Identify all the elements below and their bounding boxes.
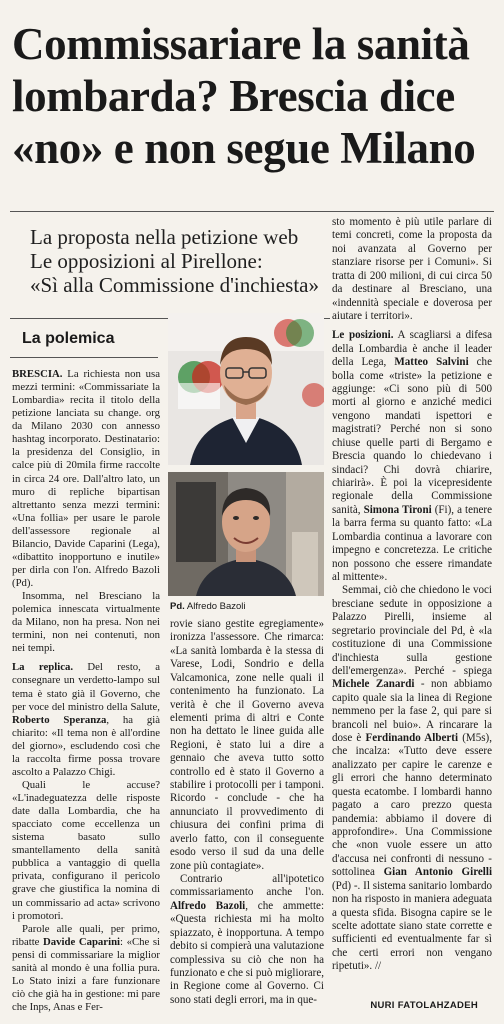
headline-line-3: «no» e non segue Milano xyxy=(12,123,476,173)
subheadline-line-3: «Sì alla Commissione d'inchiesta» xyxy=(30,273,320,297)
subhead-le-posizioni: Le posizioni. xyxy=(332,329,394,342)
headline-line-2: lombarda? Brescia dice xyxy=(12,71,455,121)
headline xyxy=(12,18,496,174)
headline-rule xyxy=(10,211,494,212)
portrait-illustration xyxy=(168,313,324,465)
headline-line-1: Commissariare la sanità xyxy=(12,19,470,69)
col1-paragraph-4: Quali le accuse? «L'inadeguatezza delle risposte date dalla Lombardia, che ha spacciato come eccellenza un sistema basato sullo smantellamento della sanità pubblica a vantaggio di quella privata, configurano il pericolo grave che giustifica la nomina di un commissario ad acta» scrivono i promotori. xyxy=(12,778,160,922)
dateline: BRESCIA. xyxy=(12,368,63,380)
subheadline-line-2: Le opposizioni al Pirellone: xyxy=(30,249,263,273)
col2-paragraph-2: Contrario all'ipotetico commissariamento anche l'on. Alfredo Bazoli, che ammette: «Questa richiesta mi ha molto spiazzato, è inopportuna. A tempo debito si compierà una valutazione complessiva su ciò che non ha funzionato e che si può migliorare, in Regione come al Governo. Ci sono stati degli errori, ma in que- xyxy=(170,873,325,1006)
col3-paragraph-1: sto momento è più utile parlare di temi concreti, come la proposta da noi avanzata al Governo per stanziare risorse per i Comuni». Si tratta di 200 milioni, di cui circa 50 da destinare al Bresciano, una «indennità speciale e doverosa per aiutare i territori». xyxy=(332,216,492,322)
col2-paragraph-1: rovie siano gestite egregiamente» ironizza l'assessore. Che rimarca: «La sanità lombarda è la stessa di Varese, Lodi, Sondrio e della Valcamonica, zone nelle quali il contenimento ha funzionato. La verità è che il Governo aveva elementi prima di altri e Conte non ha dettato le linee guida alle Regioni, è stato lui a dire a gennaio che aveva tutto sotto controllo ed è stato il Governo a stabilire i protocolli per i tamponi. Ricordo - conclude - che ha annunciato il provvedimento di chiusura dei confini prima di averlo fatto, con il conseguente esodo verso il sud da una delle zone più contagiate». xyxy=(170,618,324,872)
col1-paragraph-3: La replica. Del resto, a consegnare un verdetto-lampo sul tema è stato già il Governo, che per voce del ministro della Salute, Roberto Speranza, ha già chiarito: «Il tema non è all'ordine del giorno», escludendo così che la raccolta firme possa trovare ascolto a Palazzo Chigi. xyxy=(12,661,160,778)
column-3 xyxy=(332,216,492,974)
column-1 xyxy=(12,368,160,1014)
photo-caption: Pd. Alfredo Bazoli xyxy=(170,601,246,612)
column-2 xyxy=(170,618,324,1007)
section-kicker: La polemica xyxy=(22,330,115,347)
portrait-illustration xyxy=(168,472,324,596)
kicker-rule xyxy=(10,357,158,358)
col1-paragraph-1: BRESCIA. La richiesta non usa mezzi termini: «Commissariate la Lombardia» recita il titolo della petizione lanciata su change. org da Milano 2030 con annesso hashtag incorporato. Destinatario: la presidenza del Consiglio, in calce più di 20mila firme raccolte in circa 24 ore. Dall'altro lato, un muro di repliche bipartisan altrettanto senza mezzi termini: «Una follia» per usare le parole dell'assessore regionale al Bilancio, Davide Caparini (Lega), «dibattito inopportuno e inutile» per dirla con l'on. Alfredo Bazoli (Pd). xyxy=(12,368,160,589)
col3-paragraph-3: Semmai, ciò che chiedono le voci bresciane sedute in opposizione a Palazzo Pirelli, insieme al segretario provinciale del Pd, è «la costituzione di una Commissione d'inchiesta sulla gestione dell'emergenza». Perché - spiega Michele Zanardi - non abbiamo capito quale sia la linea di Regione nemmeno per la fase 2, qui pare si brancoli nel buio». A rincarare la dose è Ferdinando Alberti (M5s), che incalza: «Tutto deve essere analizzato per capire le carenze e gli errori che hanno determinato questa ecatombe. I lombardi hanno pagato a caro prezzo questa pandemia: abbiamo il dovere di approfondire». Una Commissione che «non vuole essere un atto d'accusa nei confronti di nessuno - sottolinea Gian Antonio Girelli (Pd) -. Il sistema sanitario lombardo non ha risposto in maniera adeguata a questa sfida. Bisogna capire se le scelte adottate siano state corrette e sufficienti ed eventualmente far sì che certi errori non vengano ripetuti». // xyxy=(332,584,493,973)
col1-paragraph-5: Parole alle quali, per primo, ribatte Davide Caparini: «Che si pensi di commissariare la miglior sanità al mondo è una follia pura. Lo Stato inizi a fare funzionare ciò che già ha in gestione: mi pare che Inps, Anas e Fer- xyxy=(12,922,160,1013)
col1-paragraph-2: Insomma, nel Bresciano la polemica innescata virtualmente da Milano, non ha presa. Non nei termini, non nei contenuti, non nei tempi. xyxy=(12,590,160,655)
photo-caparini xyxy=(168,313,324,465)
subheadline-line-1: La proposta nella petizione web xyxy=(30,225,299,249)
subhead-la-replica: La replica. xyxy=(12,661,74,674)
photo-bazoli xyxy=(168,472,324,596)
col3-paragraph-2: Le posizioni. A scagliarsi a difesa della Lombardia è anche il leader della Lega, Matteo Salvini che bolla come «triste» la petizione e aggiunge: «Ci sono più di 500 morti al giorno e anziché medici vengono mandati ispettori e magistrati? Perché non si sono chiuse quelle parti di Bergamo e Brescia quando lo chiedevano i sindaci? Chi dovrà chiarire, chiarirà». È poi la vicepresidente regionale della Commissione sanità, Simona Tironi (Fi), a tenere la barra ferma su quanto fatto: «La Lombardia continua a lavorare con impegno e concretezza. Le critiche non possono che essere rimandate al mittente». xyxy=(332,329,492,583)
subheadline xyxy=(30,225,330,297)
author-signature: NURI FATOLAHZADEH xyxy=(370,1000,478,1011)
